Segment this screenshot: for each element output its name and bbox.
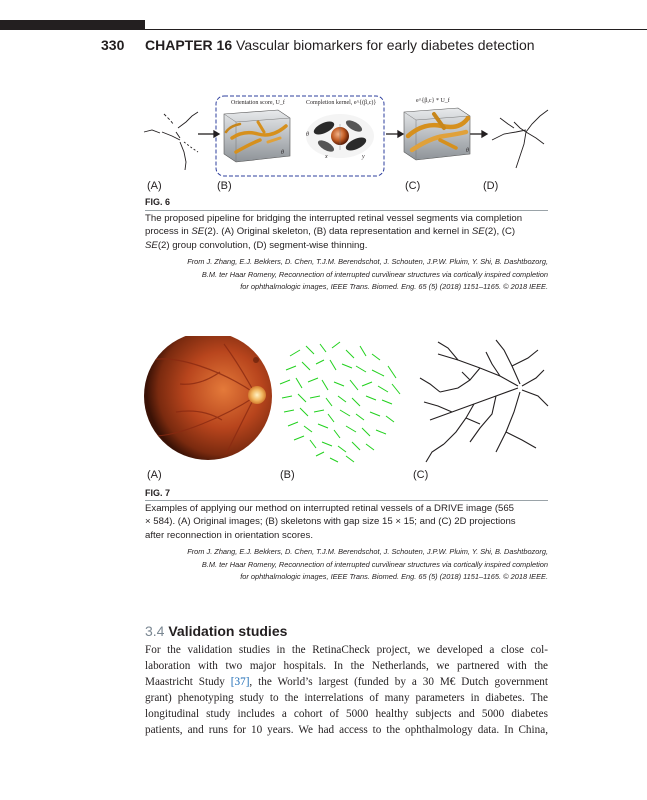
fig7-credit-line: B.M. ter Haar Romeny, Reconnection of interrupted curvilinear structures via cortically inspired completion — [201, 559, 548, 569]
fig6-number: FIG. 6 — [145, 197, 171, 207]
body-line — [145, 674, 548, 690]
fig7-caption-line: after reconnection in orientation scores. — [145, 529, 313, 541]
fig6-caption-part: (2), (C) — [484, 226, 516, 238]
fig6-label-d: (D) — [483, 180, 499, 192]
fig7-credit — [145, 546, 548, 584]
fig7-panel-a-fundus — [144, 336, 272, 460]
fig7-credit-line: for ophthalmologic images, IEEE Trans. Biomed. Eng. 65 (5) (2018) 1151–1165. © 2018 IEEE. — [240, 572, 548, 582]
body-text: Maastricht Study — [145, 676, 231, 688]
fig7-panel-b-skeletons — [280, 342, 400, 462]
fig6-result-title: e^{β,c} * U_f — [416, 98, 450, 104]
body-paragraph — [145, 642, 548, 738]
fig7-panel-c-vessel-tree — [420, 340, 548, 462]
fig7-number: FIG. 7 — [145, 488, 171, 498]
fig7-caption-rule — [145, 500, 548, 501]
fig6-completion-title: Completion kernel, e^{(β,c)} — [306, 100, 377, 106]
fig7-label-b: (B) — [280, 469, 295, 481]
header-rule — [145, 29, 647, 30]
fig6-orientation-title: Orientation score, U_f — [231, 100, 285, 106]
fig6-caption-part: (2). (A) Original skeleton, (B) data representation and kernel in — [204, 226, 472, 238]
figure-6-graphic — [140, 92, 555, 182]
fig6-credit-line: B.M. ter Haar Romeny, Reconnection of interrupted curvilinear structures via cortically inspired completion — [201, 269, 548, 279]
fig7-caption-line: × 584). (A) Original images; (B) skeletons with gap size 15 × 15; and (C) 2D projections — [145, 516, 516, 528]
fig6-credit-line: From J. Zhang, E.J. Bekkers, D. Chen, T.J.M. Berendschot, J. Schouten, J.P.W. Pluim, Y. Shi, B. Dashtbozorg, — [187, 257, 548, 266]
fig6-credit — [145, 256, 548, 294]
fig6-caption-part: (2) group convolution, (D) segment-wise thinning. — [157, 239, 368, 251]
page-number: 330 — [101, 37, 125, 53]
fig6-caption-se: SE — [145, 239, 158, 251]
fig6-label-c: (C) — [405, 180, 421, 192]
fig6-kernel-x: x — [325, 154, 328, 160]
fig6-theta-label: θ — [281, 150, 284, 156]
fig6-caption-se: SE — [471, 226, 485, 238]
section-heading — [145, 623, 287, 639]
chapter-label: CHAPTER 16 — [145, 37, 233, 53]
fig7-label-c: (C) — [413, 469, 429, 481]
fig6-caption-part: The proposed pipeline for bridging the interrupted retinal vessel segments via completion process in — [145, 213, 523, 238]
fig6-kernel-theta: θ — [306, 132, 309, 138]
fig6-kernel-y: y — [362, 154, 365, 160]
body-line: longitudinal study includes a cohort of 5000 healthy subjects and 5000 diabetes — [145, 708, 548, 720]
fig7-label-a: (A) — [147, 469, 162, 481]
body-line: laboration with two major hospitals. In the Netherlands, we partnered with the — [145, 660, 548, 672]
chapter-title: Vascular biomarkers for early diabetes detection — [236, 37, 535, 53]
reference-link[interactable]: [37] — [230, 676, 250, 688]
body-line: For the validation studies in the RetinaCheck project, we developed a close col- — [145, 644, 548, 656]
body-line: patients, and runs for 10 years. We had access to the ophthalmology data. In China, — [145, 724, 548, 736]
fig7-caption — [145, 502, 550, 542]
chapter-heading — [145, 37, 535, 53]
fig6-result-theta: θ — [466, 148, 469, 154]
fig6-caption-rule — [145, 210, 548, 211]
fig6-label-b: (B) — [217, 180, 232, 192]
header-bar — [0, 20, 145, 30]
fig6-completion-kernel — [306, 114, 374, 158]
fig6-panel-a-skeleton — [144, 112, 198, 170]
fig6-caption-se: SE — [191, 226, 205, 238]
section-number: 3.4 — [145, 623, 165, 639]
fig7-caption-line: Examples of applying our method on interrupted retinal vessels of a DRIVE image (565 — [145, 503, 515, 514]
fig6-caption — [145, 212, 550, 252]
body-line: grant) phenotyping study to the interrelations of many parameters in diabetes. The — [145, 692, 548, 704]
fig6-credit-line: for ophthalmologic images, IEEE Trans. Biomed. Eng. 65 (5) (2018) 1151–1165. © 2018 IEEE. — [240, 282, 548, 292]
fig7-credit-line: From J. Zhang, E.J. Bekkers, D. Chen, T.J.M. Berendschot, J. Schouten, J.P.W. Pluim, Y. Shi, B. Dashtbozorg, — [187, 547, 548, 556]
figure-7-graphic — [140, 336, 555, 470]
fig6-panel-d-skeleton — [492, 110, 548, 168]
body-text: , the World’s largest (funded by a 30 M€ Dutch government — [249, 676, 548, 688]
fig6-label-a: (A) — [147, 180, 162, 192]
section-title: Validation studies — [168, 623, 288, 639]
fig6-panel-c-result-box — [404, 108, 470, 160]
